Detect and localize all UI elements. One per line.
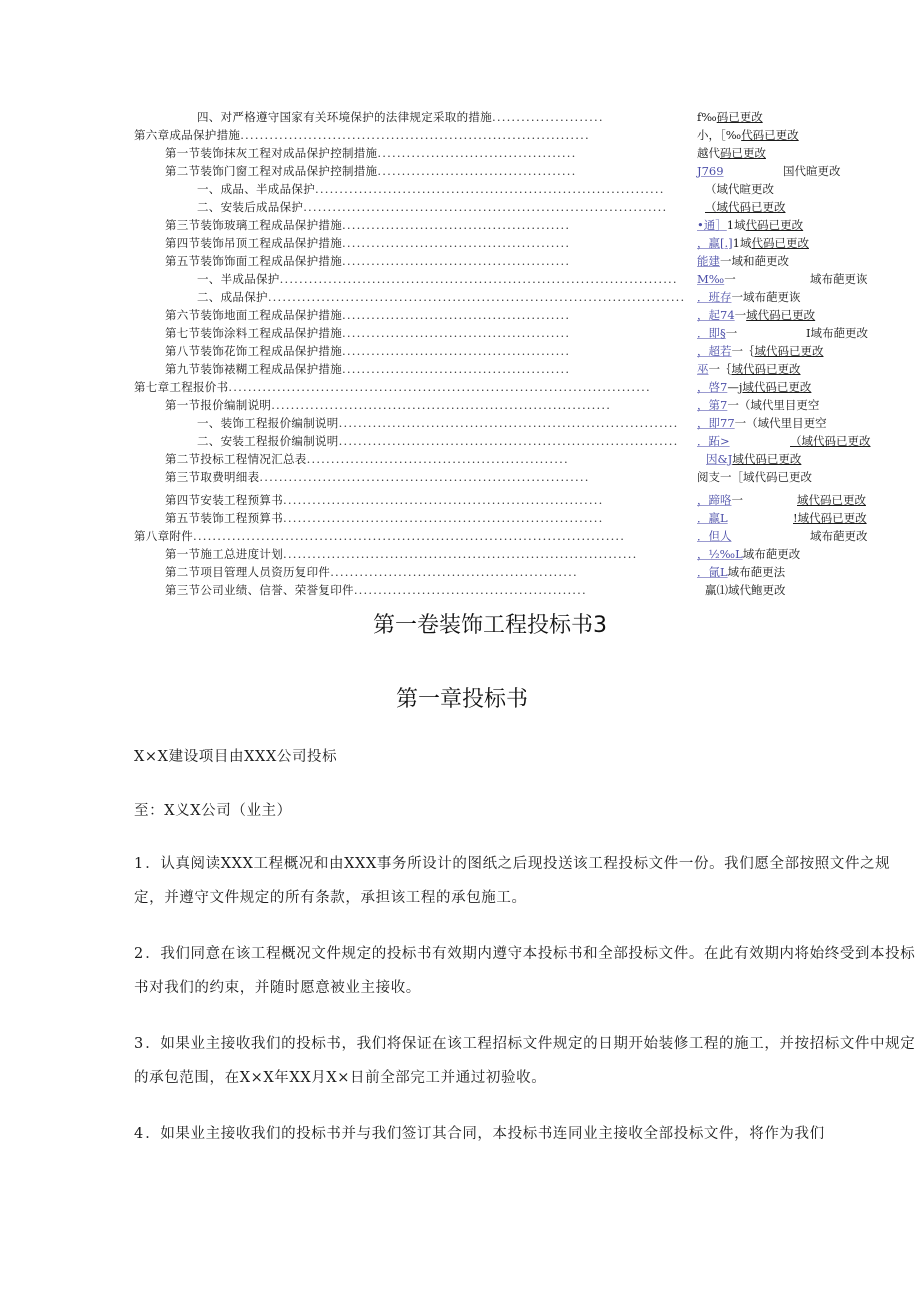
toc-field-status: 域代码已更改: [754, 344, 824, 358]
toc-field-status: 域布葩更改: [810, 529, 868, 543]
toc-field-status: 域代码已更改: [742, 380, 812, 394]
toc-entry-title: 第三节公司业绩、信誉、荣誉复印件: [165, 583, 354, 597]
toc-page-mid: 一: [734, 308, 747, 322]
toc-page-link[interactable]: ，½‰L: [697, 547, 743, 561]
toc-page-link[interactable]: 巫: [697, 362, 709, 376]
toc-field-status: 域代码已更改: [743, 470, 812, 484]
toc-page-link[interactable]: M‰: [697, 272, 725, 286]
toc-entry-title: 第七节装饰涂料工程成品保护措施: [165, 326, 342, 340]
paragraph-1: [134, 847, 920, 915]
toc-entry-title: 第六章成品保护措施: [134, 128, 241, 142]
toc-entry-title: 第七章工程报价书: [134, 380, 229, 394]
toc-page-mid: 一域布葩更诙: [731, 290, 801, 304]
toc-page-link[interactable]: J769: [697, 164, 724, 178]
toc-entry-title: 二、成品保护: [197, 290, 268, 304]
toc-field-status: （域代码已更改: [790, 434, 871, 448]
toc-entry[interactable]: 第五节装饰工程预算书.................................................................. ．赢L !域代码已更改: [165, 511, 867, 525]
toc-entry[interactable]: 一、半成品保护.................................................................................. M‰一 域布葩更诙: [197, 272, 868, 286]
toc-field-status: 国代暄更改: [783, 164, 841, 178]
toc-field-status: 域代码已更改: [746, 308, 816, 322]
toc-field-status: 域代码已更改: [797, 493, 866, 507]
toc-entry-title: 第二节项目管理人员资历复印件: [165, 565, 331, 579]
toc-field-status: !域代码已更改: [793, 511, 867, 525]
toc-page-mid: 一: [731, 493, 743, 507]
toc-entry[interactable]: 第二节项目管理人员资历复印件................................................... ．氤L域布葩更法: [165, 565, 786, 579]
toc-entry-title: 二、安装工程报价编制说明: [197, 434, 339, 448]
toc-page-link[interactable]: ，蹄咯: [697, 493, 732, 507]
toc-page-link[interactable]: ．班存: [697, 290, 732, 304]
toc-page-link[interactable]: ，即77: [697, 416, 735, 430]
toc-field-status: 域代里目更空: [750, 398, 820, 412]
toc-page-mid: 域布葩更法: [727, 565, 786, 579]
toc-page-mid: 一｛: [708, 362, 732, 376]
toc-field-status: 域代里目更空: [757, 416, 827, 430]
toc-entry[interactable]: 第六章成品保护措施........................................................................ 小，［‰代码已更改: [134, 128, 799, 142]
paragraph-number: 1: [134, 856, 146, 872]
toc-entry-title: 第四节安装工程预算书: [165, 493, 283, 507]
toc-entry[interactable]: 第三节取费明细表.................................................................... 阅支一［域代码已更改: [165, 470, 812, 484]
toc-page-link[interactable]: ．氤L: [697, 565, 728, 579]
toc-page-link[interactable]: ，啓7: [697, 380, 728, 394]
toc-page-mid: 一［: [720, 470, 743, 484]
toc-entry[interactable]: 四、对严格遵守国家有关环境保护的法律规定采取的措施....................... f‰码已更改: [197, 110, 763, 124]
toc-field-status: 域布葩更诙: [810, 272, 868, 286]
toc-page-link[interactable]: •通］: [697, 218, 727, 232]
toc-page-link[interactable]: 阅支: [697, 470, 720, 484]
toc-page-link[interactable]: ，第7: [697, 398, 728, 412]
toc-page-mid: —j: [727, 380, 743, 394]
toc-entry-title: 第八节装饰花饰工程成品保护措施: [165, 344, 342, 358]
toc-page-link[interactable]: ，起74: [697, 308, 735, 322]
toc-entry[interactable]: 二、成品保护...................................................................................... ．班存一域布葩更诙: [197, 290, 801, 304]
toc-entry[interactable]: 第四节安装工程预算书.................................................................. ，蹄咯一 域代码已更改: [165, 493, 866, 507]
toc-entry[interactable]: 第二节投标工程情况汇总表...................................................... 因&J域代码已更改: [165, 452, 802, 466]
toc-field-status: 代码已更改: [745, 218, 804, 232]
toc-entry[interactable]: 第七节装饰涂料工程成品保护措施............................................... ．即§一 I域布葩更改: [165, 326, 869, 340]
toc-entry-title: 第一节报价编制说明: [165, 398, 272, 412]
toc-page-mid: （域代码已更改: [705, 200, 786, 214]
toc-page-link[interactable]: 小，: [697, 128, 720, 142]
toc-entry-title: 第六节装饰地面工程成品保护措施: [165, 308, 342, 322]
toc-entry[interactable]: 第八章附件......................................................................................... ．但人 域布葩更改: [134, 529, 868, 543]
toc-entry[interactable]: 二、安装工程报价编制说明...................................................................... ．跖> （域代码已更改: [197, 434, 871, 448]
toc-entry[interactable]: 第八节装饰花饰工程成品保护措施............................................... ，超若一｛域代码已更改: [165, 344, 824, 358]
toc-page-link[interactable]: ．跖>: [697, 434, 730, 448]
toc-entry-title: 第三节装饰玻璃工程成品保护措施: [165, 218, 342, 232]
toc-page-mid: ‰: [701, 110, 717, 124]
toc-entry-title: 第五节装饰工程预算书: [165, 511, 283, 525]
table-of-contents: [0, 108, 920, 599]
toc-entry-title: 第一节施工总进度计划: [165, 547, 283, 561]
toc-page-mid: 一域和葩更改: [720, 254, 789, 268]
toc-page-link[interactable]: 能建: [697, 254, 720, 268]
toc-entry-title: 第一节装饰抹灰工程对成品保护控制措施: [165, 146, 378, 160]
toc-page-link[interactable]: ．即§: [697, 326, 726, 340]
toc-entry[interactable]: 第三节装饰玻璃工程成品保护措施............................................... •通］1域代码已更改: [165, 218, 804, 232]
toc-entry[interactable]: 第二节装饰门窗工程对成品保护控制措施......................................... J769 国代暄更改: [165, 164, 841, 178]
paragraph-3: [134, 1027, 920, 1095]
paragraph-text: ．如果业主接收我们的投标书，我们将保证在该工程招标文件规定的日期开始装修工程的施工，并按招标文件中规定的承包范围，在X×X年XX月X×日前全部完工并通过初验收。: [134, 1036, 916, 1086]
paragraph-text: ．我们同意在该工程概况文件规定的投标书有效期内遵守本投标书和全部投标文件。在此有效期内将始终受到本投标书对我们的约束，并随时愿意被业主接收。: [134, 946, 916, 996]
toc-page-link[interactable]: ．赢L: [697, 511, 728, 525]
toc-entry[interactable]: 第七章工程报价书....................................................................................... ，啓7—j域代码已更改: [134, 380, 812, 394]
toc-page-mid: 域代鲍更改: [728, 583, 786, 597]
paragraph-text: ．认真阅读XXX工程概况和由XXX事务所设计的图纸之后现投送该工程投标文件一份。我们愿全部按照文件之规定，并遵守文件规定的所有条款，承担该工程的承包施工。: [134, 856, 891, 906]
paragraph-text: ．如果业主接收我们的投标书并与我们签订其合同，本投标书连同业主接收全部投标文件，将作为我们: [145, 1126, 825, 1142]
toc-page-link[interactable]: f: [697, 110, 702, 124]
toc-page-mid: 一｛: [731, 344, 755, 358]
toc-page-link[interactable]: ，超若: [697, 344, 732, 358]
addressee-line: 至：X义X公司（业主）: [134, 803, 292, 819]
toc-field-status: I域布葩更改: [806, 326, 869, 340]
toc-entry-title: 第八章附件: [134, 529, 193, 543]
toc-entry-title: 二、安装后成品保护: [197, 200, 304, 214]
toc-page-mid: ［‰: [720, 128, 742, 142]
toc-entry-title: 一、装饰工程报价编制说明: [197, 416, 339, 430]
toc-entry[interactable]: 第一节施工总进度计划......................................................................... ，½‰L域布葩更改: [165, 547, 801, 561]
toc-entry-title: 一、成品、半成品保护: [197, 182, 315, 196]
toc-entry[interactable]: 一、成品、半成品保护........................................................................ （域代暄更改: [197, 182, 774, 196]
toc-field-status: 码已更改: [716, 110, 763, 124]
toc-field-status: 域代码已更改: [731, 362, 801, 376]
toc-entry-title: 第二节投标工程情况汇总表: [165, 452, 307, 466]
toc-page-mid: 域布葩更改: [742, 547, 801, 561]
toc-entry[interactable]: 一、装饰工程报价编制说明...................................................................... ，即77一（域代里目更空: [197, 416, 827, 430]
toc-page-mid: 一（: [734, 416, 758, 430]
toc-entry[interactable]: 第六节装饰地面工程成品保护措施............................................... ，起74一域代码已更改: [165, 308, 816, 322]
toc-page-mid: 1域: [726, 218, 746, 232]
paragraph-number: 2: [134, 946, 146, 962]
toc-page-mid: 一: [724, 272, 736, 286]
toc-page-link[interactable]: ．但人: [697, 529, 732, 543]
toc-entry-title: 第二节装饰门窗工程对成品保护控制措施: [165, 164, 378, 178]
toc-page-mid: 1域: [732, 236, 752, 250]
toc-entry-title: 第九节装饰裱糊工程成品保护措施: [165, 362, 342, 376]
toc-entry[interactable]: 第九节装饰裱糊工程成品保护措施............................................... 巫一｛域代码已更改: [165, 362, 801, 376]
paragraph-2: [134, 937, 920, 1005]
toc-page-link[interactable]: ，赢[.]: [697, 236, 733, 250]
toc-entry-title: 第三节取费明细表: [165, 470, 260, 484]
toc-field-status: 域代码已更改: [732, 452, 802, 466]
toc-entry-title: 四、对严格遵守国家有关环境保护的法律规定采取的措施: [197, 110, 492, 124]
toc-entry[interactable]: 第四节装饰吊顶工程成品保护措施............................................... ，赢[.]1域代码已更改: [165, 236, 809, 250]
toc-page-mid: 一（: [727, 398, 751, 412]
toc-page-mid: （域代暄更改: [705, 182, 774, 196]
toc-field-status: 代码已更改: [741, 128, 799, 142]
toc-entry[interactable]: 第三节公司业绩、信誉、荣誉复印件................................................ 赢⑴域代鲍更改: [165, 583, 786, 597]
toc-entry[interactable]: 第五节装饰饰面工程成品保护措施............................................... 能建一域和葩更改: [165, 254, 789, 268]
paragraph-4: [134, 1117, 920, 1151]
toc-page-link[interactable]: 因&J: [706, 452, 733, 466]
toc-entry-title: 第四节装饰吊顶工程成品保护措施: [165, 236, 342, 250]
paragraph-number: 3: [134, 1036, 146, 1052]
toc-field-status: 代码已更改: [751, 236, 809, 250]
volume-title: 第一卷装饰工程投标书3: [373, 613, 607, 638]
toc-page-mid: 一: [725, 326, 738, 340]
chapter-title: 第一章投标书: [395, 687, 528, 712]
paragraph-number: 4: [134, 1126, 146, 1142]
toc-entry-title: 一、半成品保护: [197, 272, 280, 286]
toc-entry[interactable]: 第一节报价编制说明...................................................................... ，第7一（域代里目更空: [165, 398, 820, 412]
toc-entry[interactable]: 第一节装饰抹灰工程对成品保护控制措施......................................... 越代码已更改: [165, 146, 766, 160]
toc-field-status: 码已更改: [720, 146, 766, 160]
toc-page-link[interactable]: 赢⑴: [705, 583, 728, 597]
intro-line: X×X建设项目由XXX公司投标: [134, 749, 338, 765]
toc-entry-title: 第五节装饰饰面工程成品保护措施: [165, 254, 342, 268]
toc-page-mid: 越代: [697, 146, 720, 160]
toc-entry[interactable]: 二、安装后成品保护........................................................................... （域代码已更改: [197, 200, 786, 214]
